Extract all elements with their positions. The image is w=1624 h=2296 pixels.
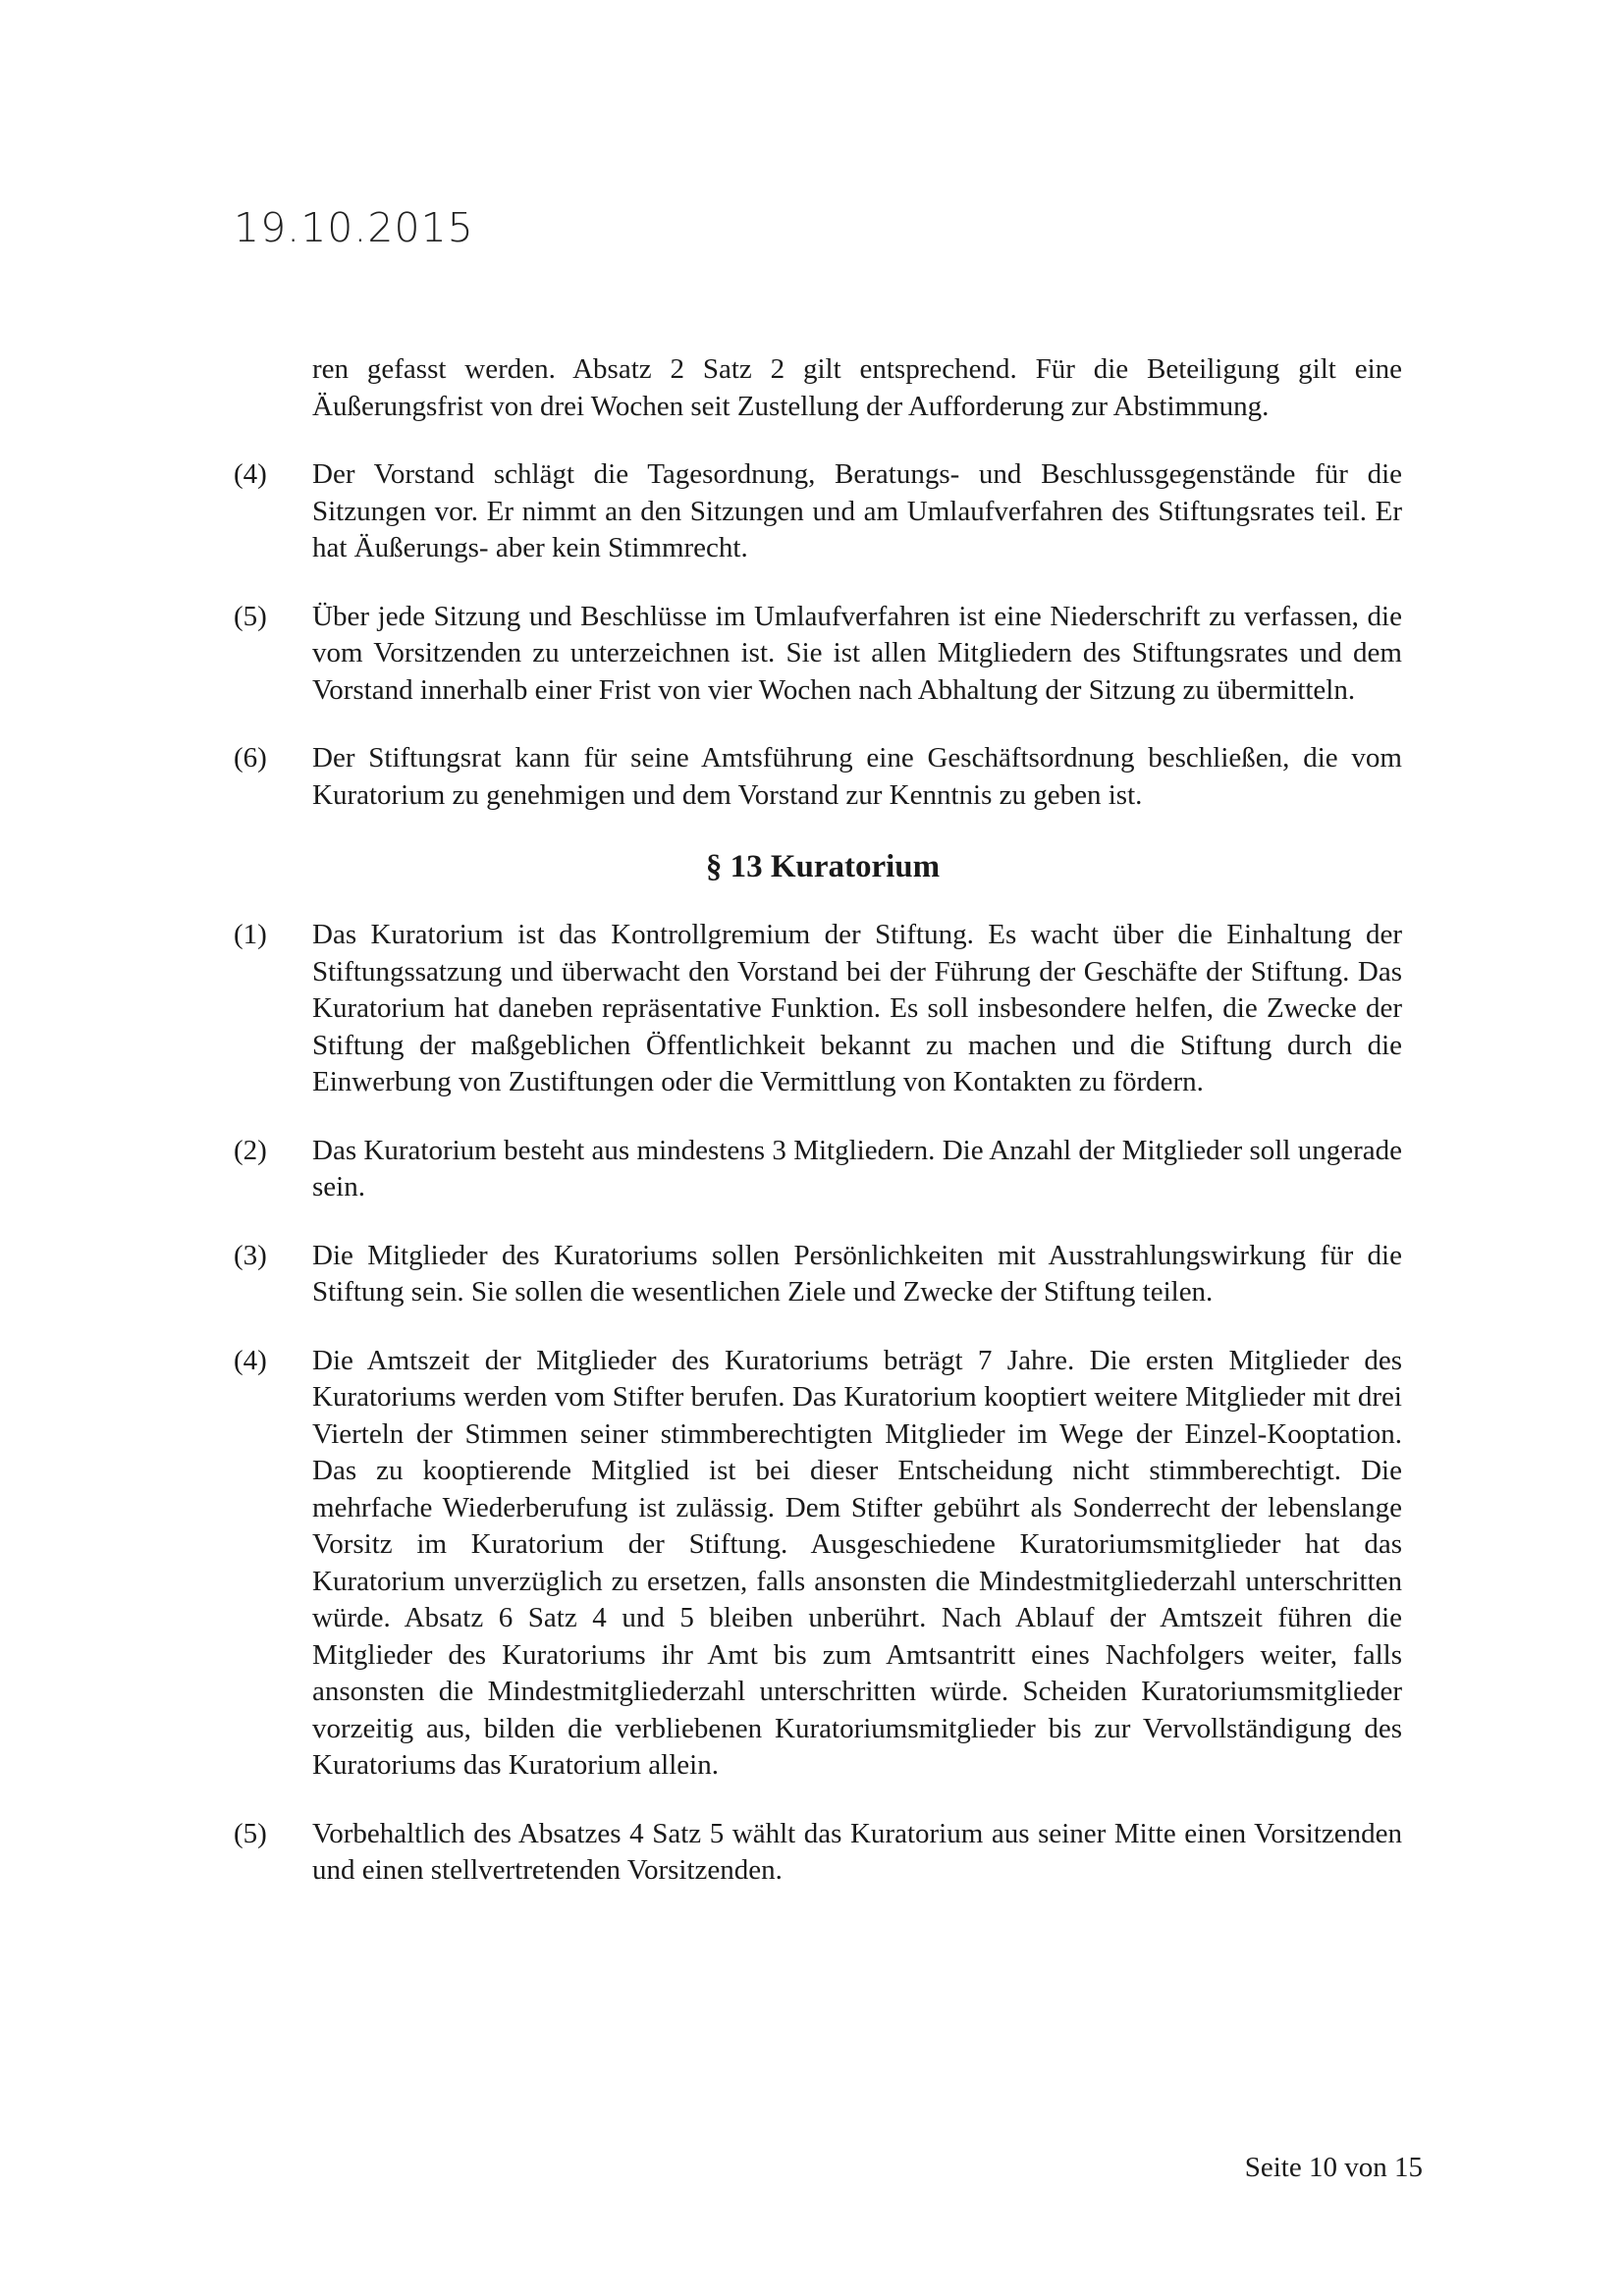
paragraph-number: (5) xyxy=(234,1817,267,1849)
paragraph-text: Die Mitglieder des Kuratoriums sollen Persönlichkeiten mit Ausstrahlungswirkung für die Stiftung sein. Sie sollen die wesentlichen Ziele und Zwecke der Stiftung teilen. xyxy=(312,1239,1402,1308)
paragraph-text: ren gefasst werden. Absatz 2 Satz 2 gilt entsprechend. Für die Beteiligung gilt eine Äußerungsfrist von drei Wochen seit Zustellung der Aufforderung zur Abstimmung. xyxy=(312,353,1402,422)
paragraph-text: Der Vorstand schlägt die Tagesordnung, Beratungs- und Beschlussgegenstände für die Sitzungen vor. Er nimmt an den Sitzungen und am Umlaufverfahren des Stiftungsrates teil. Er hat Äußerungs- aber kein Stimmrecht. xyxy=(312,458,1402,563)
paragraph-13-2 xyxy=(234,1133,1402,1206)
document-date: 19.10.2015 xyxy=(234,204,474,251)
paragraph-text: Vorbehaltlich des Absatzes 4 Satz 5 wählt das Kuratorium aus seiner Mitte einen Vorsitzenden und einen stellvertretenden Vorsitzenden. xyxy=(312,1817,1402,1886)
paragraph-text: Das Kuratorium ist das Kontrollgremium der Stiftung. Es wacht über die Einhaltung der Stiftungssatzung und überwacht den Vorstand bei der Führung der Geschäfte der Stiftung. Das Kuratorium hat daneben repräsentative Funktion. Es soll insbesondere helfen, die Zwecke der Stiftung der maßgeblichen Öffentlichkeit bekannt zu machen und die Stiftung durch die Einwerbung von Zustiftungen oder die Vermittlung von Kontakten zu fördern. xyxy=(312,919,1402,1097)
paragraph-number: (5) xyxy=(234,600,267,632)
paragraph-13-3 xyxy=(234,1238,1402,1311)
paragraph-13-1 xyxy=(234,917,1402,1101)
paragraph-number: (1) xyxy=(234,919,267,950)
paragraph-number: (3) xyxy=(234,1239,267,1271)
paragraph-text: Der Stiftungsrat kann für seine Amtsführung eine Geschäftsordnung beschließen, die vom Kuratorium zu genehmigen und dem Vorstand zur Kenntnis zu geben ist. xyxy=(312,742,1402,811)
paragraph-number: (4) xyxy=(234,1344,267,1376)
paragraph-12-5 xyxy=(234,599,1402,710)
continued-paragraph xyxy=(234,351,1402,425)
paragraph-number: (4) xyxy=(234,458,267,490)
paragraph-text: Die Amtszeit der Mitglieder des Kuratoriums beträgt 7 Jahre. Die ersten Mitglieder des Kuratoriums werden vom Stifter berufen. Das Kuratorium kooptiert weitere Mitglieder mit drei Vierteln der Stimmen seiner stimmberechtigten Mitglieder im Wege der Einzel-Kooptation. Das zu kooptierende Mitglied ist bei dieser Entscheidung nicht stimmberechtigt. Die mehrfache Wiederberufung ist zulässig. Dem Stifter gebührt als Sonderrecht der lebenslange Vorsitz im Kuratorium der Stiftung. Ausgeschiedene Kuratoriumsmitglieder hat das Kuratorium unverzüglich zu ersetzen, falls ansonsten die Mindestmitgliederzahl unterschritten würde. Absatz 6 Satz 4 und 5 bleiben unberührt. Nach Ablauf der Amtszeit führen die Mitglieder des Kuratoriums ihr Amt bis zum Amtsantritt eines Nachfolgers weiter, falls ansonsten die Mindestmitgliederzahl unterschritten würde. Scheiden Kuratoriumsmitglieder vorzeitig aus, bilden die verbliebenen Kuratoriumsmitglieder bis zur Vervollständigung des Kuratoriums das Kuratorium allein. xyxy=(312,1344,1402,1781)
paragraph-12-6 xyxy=(234,740,1402,814)
paragraph-number: (6) xyxy=(234,742,267,774)
paragraph-12-4 xyxy=(234,456,1402,567)
paragraph-text: Das Kuratorium besteht aus mindestens 3 Mitgliedern. Die Anzahl der Mitglieder soll ungerade sein. xyxy=(312,1134,1402,1202)
section-heading: § 13 Kuratorium xyxy=(705,849,941,884)
paragraph-13-4 xyxy=(234,1343,1402,1785)
document-body xyxy=(234,351,1402,1921)
page-number: Seite 10 von 15 xyxy=(1244,2152,1423,2183)
paragraph-13-5 xyxy=(234,1816,1402,1890)
paragraph-text: Über jede Sitzung und Beschlüsse im Umlaufverfahren ist eine Niederschrift zu verfassen, die vom Vorsitzenden zu unterzeichnen ist. Sie ist allen Mitgliedern des Stiftungsrates und dem Vorstand innerhalb einer Frist von vier Wochen nach Abhaltung der Sitzung zu übermitteln. xyxy=(312,600,1402,706)
paragraph-number: (2) xyxy=(234,1134,267,1166)
